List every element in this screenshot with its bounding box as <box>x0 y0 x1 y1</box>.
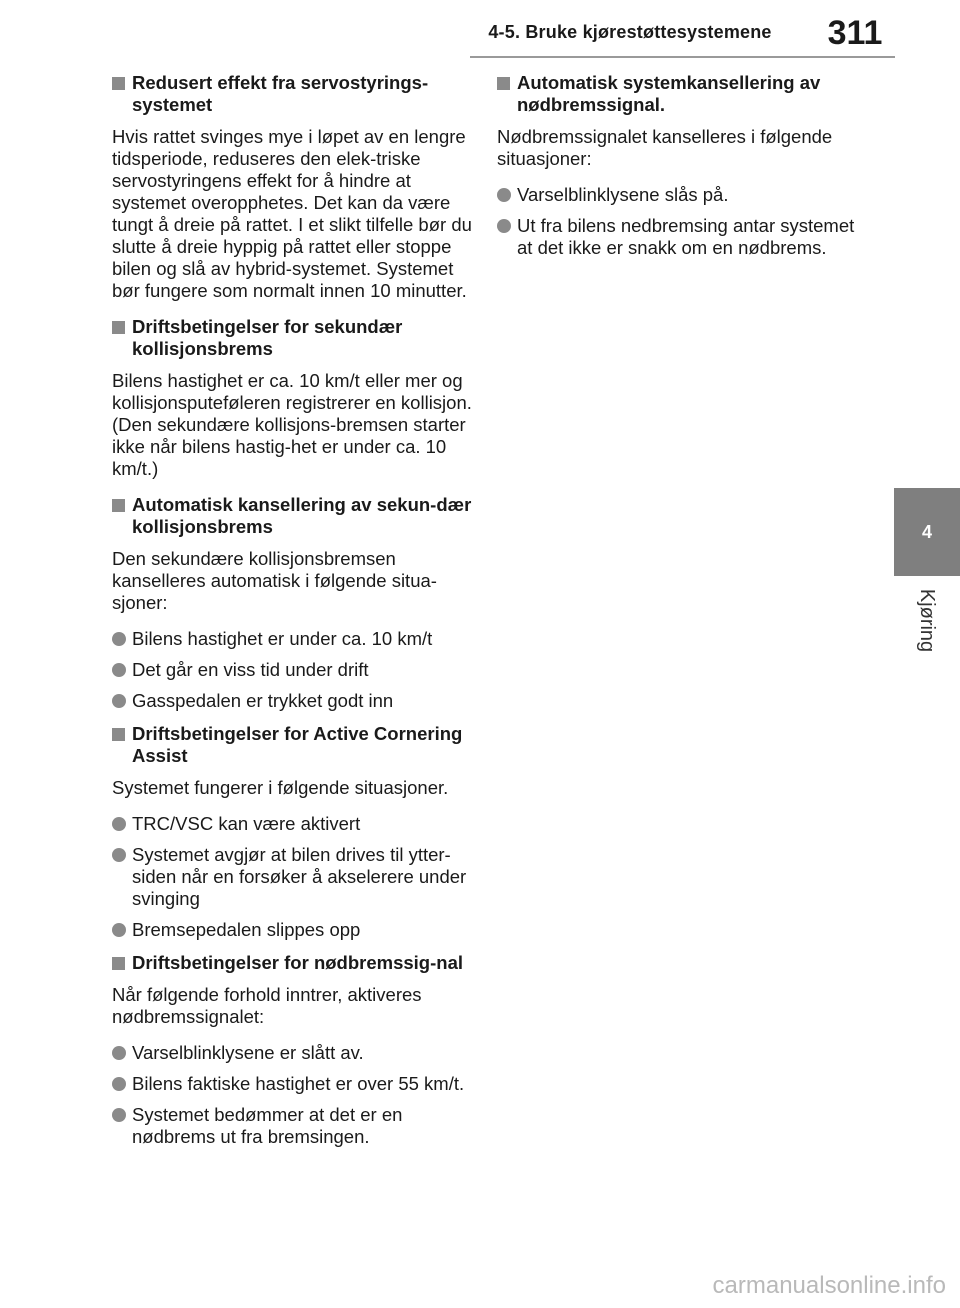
round-bullet-icon <box>112 663 126 677</box>
square-bullet-icon <box>112 957 125 970</box>
watermark: carmanualsonline.info <box>712 1272 946 1299</box>
right-column <box>497 72 857 268</box>
chapter-label-wrap <box>894 580 960 660</box>
list-item: Systemet bedømmer at det er en nødbrems ut fra bremsingen. <box>112 1104 472 1148</box>
list-item: Bilens faktiske hastighet er over 55 km/t. <box>112 1073 472 1095</box>
section-heading <box>112 723 472 767</box>
list-item: Bremsepedalen slippes opp <box>112 919 472 941</box>
round-bullet-icon <box>112 817 126 831</box>
heading-text: Automatisk kansellering av sekun-dær kollisjonsbrems <box>132 494 472 537</box>
left-column <box>112 72 472 1157</box>
round-bullet-icon <box>112 848 126 862</box>
round-bullet-icon <box>112 1046 126 1060</box>
round-bullet-icon <box>112 1108 126 1122</box>
list-item: Det går en viss tid under drift <box>112 659 472 681</box>
chapter-tab <box>894 488 960 576</box>
heading-text: Automatisk systemkansellering av nødbremssignal. <box>517 72 821 115</box>
list-item: Ut fra bilens nedbremsing antar systemet at det ikke er snakk om en nødbrems. <box>497 215 857 259</box>
section-heading <box>112 316 472 360</box>
list-item: Varselblinklysene er slått av. <box>112 1042 472 1064</box>
list-item: Systemet avgjør at bilen drives til ytter-siden når en forsøker å akselerere under svinging <box>112 844 472 910</box>
round-bullet-icon <box>112 694 126 708</box>
list-item: Varselblinklysene slås på. <box>497 184 857 206</box>
heading-text: Driftsbetingelser for sekundær kollisjonsbrems <box>132 316 403 359</box>
section-title: 4-5. Bruke kjørestøttesystemene <box>488 22 772 42</box>
round-bullet-icon <box>112 923 126 937</box>
section-paragraph: Når følgende forhold inntrer, aktiveres nødbremssignalet: <box>112 984 422 1027</box>
section-paragraph: Bilens hastighet er ca. 10 km/t eller mer og kollisjonsputeføleren registrerer en kollisjon. (Den sekundære kollisjons-bremsen starter ikke når bilens hastig-het er under ca. 10 km/t.) <box>112 370 472 479</box>
section-paragraph: Systemet fungerer i følgende situasjoner. <box>112 777 449 798</box>
square-bullet-icon <box>112 499 125 512</box>
section-paragraph: Den sekundære kollisjonsbremsen kanselleres automatisk i følgende situa-sjoner: <box>112 548 437 613</box>
square-bullet-icon <box>112 728 125 741</box>
round-bullet-icon <box>112 632 126 646</box>
list-item: Gasspedalen er trykket godt inn <box>112 690 472 712</box>
section-heading <box>497 72 857 116</box>
page-number: 311 <box>827 14 883 52</box>
section-paragraph: Hvis rattet svinges mye i løpet av en lengre tidsperiode, reduseres den elek-triske servostyringens effekt for å hindre at systemet overopphetes. Det kan da være tungt å dreie på rattet. I et slikt tilfelle bør du slutte å dreie hyppig på rattet eller stoppe bilen og slå av hybrid-systemet. Systemet bør fungere som normalt innen 10 minutter. <box>112 126 472 301</box>
list-item: Bilens hastighet er under ca. 10 km/t <box>112 628 472 650</box>
square-bullet-icon <box>112 77 125 90</box>
section-heading <box>112 494 472 538</box>
chapter-number: 4 <box>921 521 932 542</box>
round-bullet-icon <box>497 219 511 233</box>
section-paragraph: Nødbremssignalet kanselleres i følgende situasjoner: <box>497 126 833 169</box>
heading-text: Redusert effekt fra servostyrings-systemet <box>132 72 429 115</box>
list-item: TRC/VSC kan være aktivert <box>112 813 472 835</box>
round-bullet-icon <box>112 1077 126 1091</box>
section-heading <box>112 72 472 116</box>
round-bullet-icon <box>497 188 511 202</box>
chapter-label: Kjøring <box>916 588 939 652</box>
heading-text: Driftsbetingelser for nødbremssig-nal <box>132 952 463 973</box>
square-bullet-icon <box>112 321 125 334</box>
heading-text: Driftsbetingelser for Active Cornering Assist <box>132 723 463 766</box>
square-bullet-icon <box>497 77 510 90</box>
section-heading <box>112 952 472 974</box>
header-rule <box>470 56 895 58</box>
